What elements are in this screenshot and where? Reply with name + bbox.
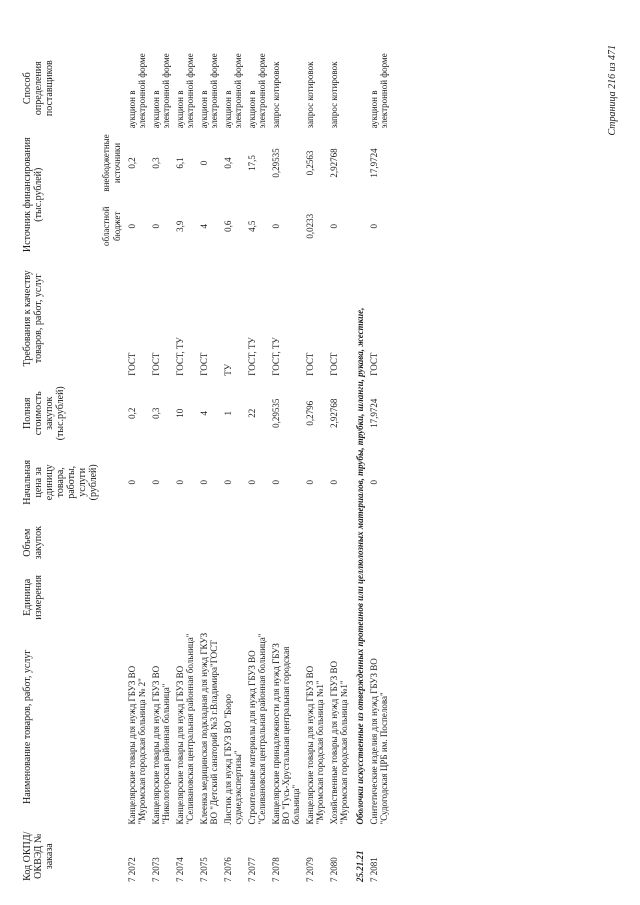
- header-unit: Единица измерения: [22, 575, 44, 620]
- row-requirements: ГОСТ, ТУ: [175, 337, 185, 376]
- row-extra: 0,2: [127, 157, 137, 169]
- row-extra: 0,2563: [305, 150, 315, 176]
- row-requirements: ГОСТ: [199, 352, 209, 376]
- row-volume: [125, 517, 149, 569]
- row-budget: 0,6: [223, 220, 233, 232]
- header-requirements: Требования к качеству товаров, работ, услуг: [22, 270, 44, 367]
- row-method: запрос котировок: [305, 61, 315, 129]
- header-total: Полная стоимость закупок (тыс.рублей): [22, 386, 66, 441]
- row-volume: [245, 517, 269, 569]
- row-volume: [303, 517, 327, 569]
- row-code: 7 2077: [247, 857, 257, 882]
- row-extra: 2,92768: [329, 148, 339, 178]
- row-requirements: ГОСТ: [305, 352, 315, 376]
- table-row: [173, 45, 197, 885]
- row-price: 0: [127, 480, 137, 485]
- row-unit: [303, 569, 327, 627]
- row-price: 0: [247, 480, 257, 485]
- row-budget: 4,5: [247, 220, 257, 232]
- table-row: [197, 45, 221, 885]
- procurement-table: [20, 45, 391, 885]
- row-extra: 0,29535: [271, 148, 281, 178]
- row-budget: 0,0233: [305, 213, 315, 239]
- row-requirements: ГОСТ, ТУ: [271, 337, 281, 376]
- row-method: запрос котировок: [329, 61, 339, 129]
- row-budget: 0: [369, 224, 379, 229]
- row-method: аукцион в электронной форме: [247, 53, 267, 129]
- row-method: запрос котировок: [271, 61, 281, 129]
- row-method: аукцион в электронной форме: [369, 53, 389, 129]
- row-budget: 0: [329, 224, 339, 229]
- row-price: 0: [223, 480, 233, 485]
- row-budget: 0: [151, 224, 161, 229]
- row-extra: 6,1: [175, 157, 185, 169]
- row-budget: 4: [199, 224, 209, 229]
- row-price: 0: [329, 480, 339, 485]
- row-budget: 0: [127, 224, 137, 229]
- row-total: 2,92768: [329, 398, 339, 428]
- row-name: Канцелярские товары для нужд ГБУЗ ВО "Муромская городская больница №1": [305, 665, 325, 825]
- section-code: 25.21.21: [355, 850, 365, 882]
- row-volume: [173, 517, 197, 569]
- row-unit: [173, 569, 197, 627]
- row-total: 22: [247, 408, 257, 418]
- table-row: [221, 45, 245, 885]
- row-name: Клеенка медицинская подкладная для нужд ГКУЗ ВО "Детский санаторий №3 г.Владимира"ГОСТ: [199, 632, 219, 825]
- table-row: [125, 45, 149, 885]
- row-method: аукцион в электронной форме: [223, 53, 243, 129]
- row-code: 7 2079: [305, 857, 315, 882]
- row-name: Хозяйственные товары для нужд ГБУЗ ВО "Муромская городская больница №1": [329, 660, 349, 825]
- row-code: 7 2072: [127, 857, 137, 882]
- row-volume: [269, 517, 303, 569]
- row-method: аукцион в электронной форме: [151, 53, 171, 129]
- row-unit: [221, 569, 245, 627]
- row-unit: [245, 569, 269, 627]
- table-row: [327, 45, 351, 885]
- header-finance-budget: областной бюджет: [101, 206, 122, 246]
- header-volume: Объем закупок: [22, 526, 44, 560]
- row-requirements: ГОСТ: [329, 352, 339, 376]
- row-total: 0,3: [151, 407, 161, 419]
- header-finance-extra: внебюджетные источники: [101, 134, 122, 192]
- row-requirements: ГОСТ: [127, 352, 137, 376]
- header-name: Наименование товаров, работ, услуг: [22, 649, 33, 804]
- section-row: [351, 45, 367, 885]
- row-total: 17,9724: [369, 398, 379, 428]
- row-unit: [269, 569, 303, 627]
- row-name: Синтетические изделия для нужд ГБУЗ ВО "Судогодская ЦРБ им. Поспелова": [369, 658, 389, 825]
- row-budget: 0: [271, 224, 281, 229]
- row-method: аукцион в электронной форме: [199, 53, 219, 129]
- row-requirements: ГОСТ: [369, 352, 379, 376]
- row-code: 7 2078: [271, 857, 281, 882]
- row-name: Канцелярские принадлежности для нужд ГБУЗ ВО "Гусь-Хрустальная центральная городская больница": [271, 643, 301, 825]
- header-finance: Источник финансирования (тыс.рублей): [22, 137, 44, 253]
- row-name: Листик для нужд ГБУЗ ВО "Бюро судмедэкспертизы": [223, 694, 243, 825]
- row-volume: [149, 517, 173, 569]
- row-code: 7 2076: [223, 857, 233, 882]
- row-extra: 17,5: [247, 155, 257, 171]
- row-total: 0,2: [127, 407, 137, 419]
- row-volume: [221, 517, 245, 569]
- table-row: [269, 45, 303, 885]
- table-row: [367, 45, 391, 885]
- row-total: 0,29535: [271, 398, 281, 428]
- row-unit: [149, 569, 173, 627]
- row-total: 4: [199, 411, 209, 416]
- row-price: 0: [369, 480, 379, 485]
- row-unit: [197, 569, 221, 627]
- row-extra: 0,3: [151, 157, 161, 169]
- row-volume: [197, 517, 221, 569]
- header-price: Начальная цена за единицу товара, работы, услуги (рублей): [22, 459, 99, 505]
- row-name: Канцелярские товары для нужд ГБУЗ ВО "Селивановская центральная районная больница": [175, 633, 195, 825]
- table-row: [149, 45, 173, 885]
- row-name: Канцелярские товары для нужд ГБУЗ ВО "Никологорская районная больница": [151, 665, 171, 825]
- row-code: 7 2075: [199, 857, 209, 882]
- row-code: 7 2080: [329, 857, 339, 882]
- row-total: 10: [175, 408, 185, 418]
- row-method: аукцион в электронной форме: [127, 53, 147, 129]
- row-unit: [125, 569, 149, 627]
- row-price: 0: [151, 480, 161, 485]
- header-code: Код ОКПД/ ОКВЭД № заказа: [22, 831, 55, 881]
- row-extra: 17,9724: [369, 148, 379, 178]
- row-extra: 0,4: [223, 157, 233, 169]
- page-number: Страница 216 из 471: [607, 45, 618, 136]
- row-price: 0: [199, 480, 209, 485]
- row-extra: 0: [199, 160, 209, 166]
- row-code: 7 2074: [175, 857, 185, 882]
- header-method: Способ определения поставщиков: [22, 60, 55, 117]
- row-price: 0: [271, 480, 281, 485]
- row-volume: [367, 517, 391, 569]
- row-budget: 3,9: [175, 220, 185, 232]
- row-requirements: ГОСТ: [151, 352, 161, 376]
- row-price: 0: [305, 480, 315, 485]
- row-unit: [367, 569, 391, 627]
- row-total: 0,2796: [305, 400, 315, 426]
- table-row: [303, 45, 327, 885]
- table-row: [245, 45, 269, 885]
- row-unit: [327, 569, 351, 627]
- row-requirements: ГОСТ, ТУ: [247, 337, 257, 376]
- row-volume: [327, 517, 351, 569]
- row-name: Канцелярские товары для нужд ГБУЗ ВО "Муромская городская больница № 2": [127, 665, 147, 825]
- row-code: 7 2073: [151, 857, 161, 882]
- row-total: 1: [223, 411, 233, 416]
- row-code: 7 2081: [369, 857, 379, 882]
- section-title: Оболочки искусственные из отвержденных протеинов или целлюлозных материалов, трубы, трубки, шланги, рукава, жесткие,: [355, 307, 365, 825]
- row-name: Строительные материалы для нужд ГБУЗ ВО "Селивановская центральная районная больница": [247, 633, 267, 825]
- row-method: аукцион в электронной форме: [175, 53, 195, 129]
- row-price: 0: [175, 480, 185, 485]
- row-requirements: ТУ: [223, 363, 233, 376]
